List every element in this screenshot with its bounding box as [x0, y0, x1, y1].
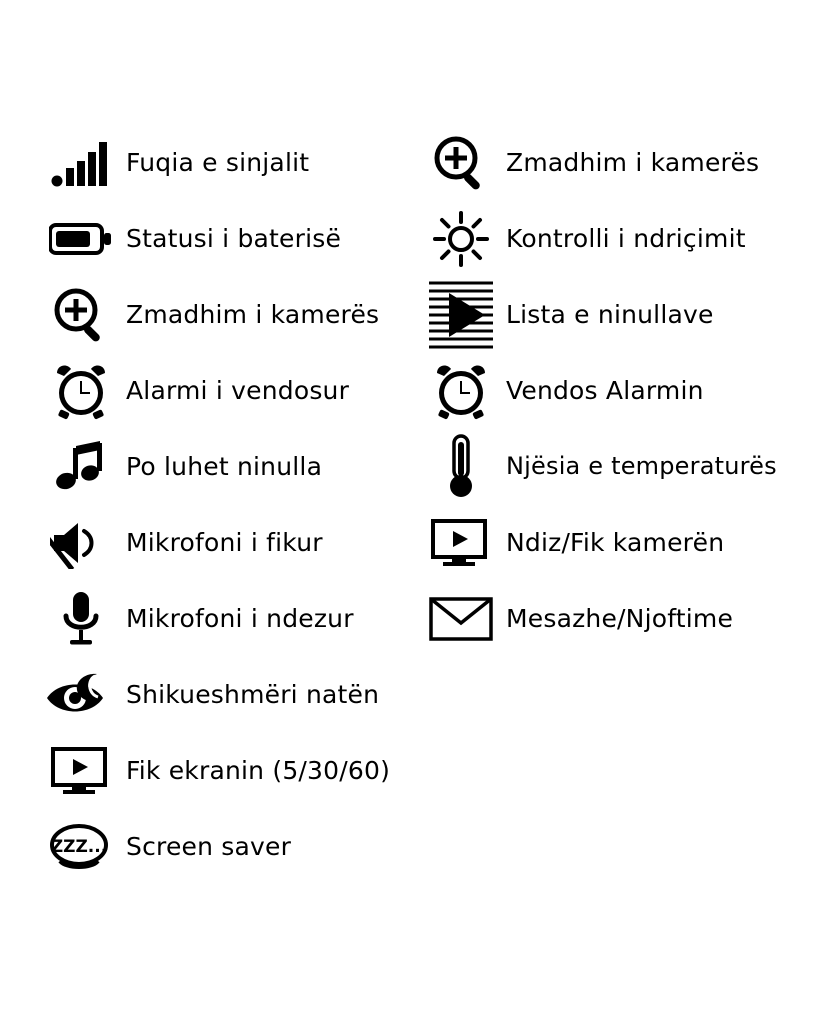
- legend-row: [38, 809, 418, 885]
- legend-row: [38, 581, 418, 657]
- envelope-message-icon: [418, 584, 504, 654]
- legend-label: Mesazhe/Njoftime: [506, 603, 734, 633]
- legend-row: [38, 125, 418, 201]
- legend-label: Kontrolli i ndriçimit: [506, 223, 746, 253]
- legend-label: Shikueshmëri natën: [126, 679, 380, 709]
- alarm-clock-icon: [418, 356, 504, 426]
- screen-saver-zzz-icon: [38, 812, 124, 882]
- brightness-sun-icon: [418, 204, 504, 274]
- screen-off-monitor-icon: [38, 736, 124, 806]
- legend-row: [38, 429, 418, 505]
- thermometer-icon: [418, 432, 504, 502]
- signal-strength-icon: [38, 128, 124, 198]
- legend-row: [38, 505, 418, 581]
- microphone-muted-icon: [38, 508, 124, 578]
- left-column: [38, 125, 418, 885]
- legend-row: [38, 353, 418, 429]
- legend-row: [418, 581, 818, 657]
- legend-label: Screen saver: [126, 831, 292, 861]
- svg-text:ZZZ...: ZZZ...: [50, 837, 108, 857]
- legend-row: [38, 201, 418, 277]
- right-column: [418, 125, 818, 657]
- legend-label: Zmadhim i kamerës: [126, 299, 380, 329]
- music-note-icon: [38, 432, 124, 502]
- legend-label: Ndiz/Fik kamerën: [506, 527, 725, 557]
- legend-row: [38, 733, 418, 809]
- legend-label: Alarmi i vendosur: [126, 375, 350, 405]
- legend-row: [418, 353, 818, 429]
- camera-toggle-monitor-icon: [418, 508, 504, 578]
- legend-label: Vendos Alarmin: [506, 375, 704, 405]
- legend-row: [418, 505, 818, 581]
- legend-row: [38, 657, 418, 733]
- camera-zoom-icon: [418, 128, 504, 198]
- legend-label: Zmadhim i kamerës: [506, 147, 760, 177]
- legend-row: [418, 201, 818, 277]
- legend-row: [418, 429, 818, 505]
- legend-label: Njësia e temperaturës: [506, 452, 777, 481]
- legend-label: Fuqia e sinjalit: [126, 147, 310, 177]
- legend-label: Po luhet ninulla: [126, 451, 323, 481]
- legend-label: Lista e ninullave: [506, 299, 714, 329]
- legend-label: Statusi i baterisë: [126, 223, 342, 253]
- legend-row: [38, 277, 418, 353]
- night-vision-eye-icon: [38, 660, 124, 730]
- lullaby-list-icon: [418, 280, 504, 350]
- camera-zoom-icon: [38, 280, 124, 350]
- legend-label: Fik ekranin (5/30/60): [126, 755, 391, 785]
- legend-row: [418, 125, 818, 201]
- legend-label: Mikrofoni i ndezur: [126, 603, 354, 633]
- legend-row: [418, 277, 818, 353]
- battery-status-icon: [38, 204, 124, 274]
- microphone-on-icon: [38, 584, 124, 654]
- legend-label: Mikrofoni i fikur: [126, 527, 323, 557]
- alarm-clock-icon: [38, 356, 124, 426]
